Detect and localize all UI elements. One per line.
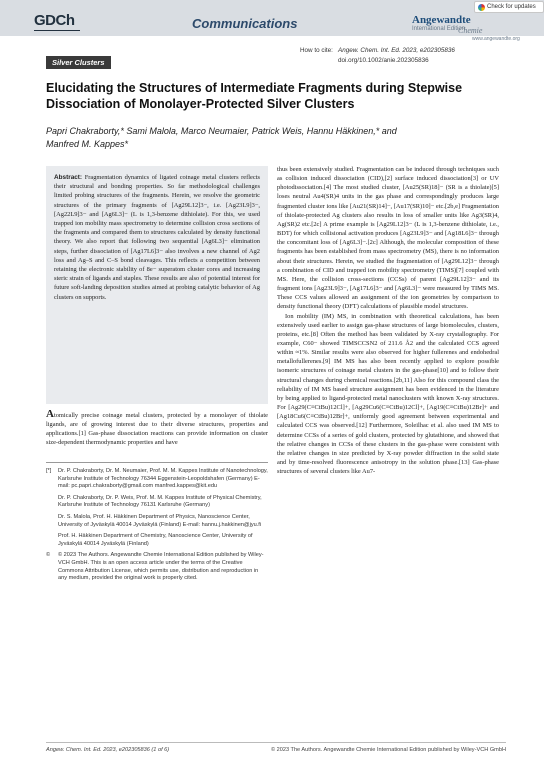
abstract-text: Fragmentation dynamics of ligated coinage metal clusters reflects their structural and bonding properties. So far methodological challenges limited probing structures of the fragments. Herein, we resolve the geometric structures of the primary fragments of [Ag29L12]3−, i.e. [Ag23L9]3−, [Ag22L9]3− and [Ag6L3]− (L is 1,3-benzene dithiolate). For this, we used trapped ion mobility mass spectrometry to determine collision cross sections of the fragments and compared them to structures calculated by density functional theory. We also report that following two sequential [Ag6L3]− elimination steps, further dissociation of [Ag17L6]3− also involves a new channel of Ag2 loss and Ag–S and C–S bond cleavages. This reflects a competition between retaining the electronic stability of 8e− superatom cluster cores and increasing steric strain of ligands and staples. These results are also of potential interest for future soft-landing deposition studies aimed at probing catalytic behavior of Ag clusters on supports.	[54, 174, 260, 301]
journal-name: Angewandte	[412, 14, 471, 26]
journal-url: www.angewandte.org	[472, 36, 520, 42]
section-label: Communications	[192, 16, 298, 31]
abstract-label: Abstract:	[54, 174, 83, 181]
body-paragraph: thus been extensively studied. Fragmentation can be induced through techniques such as collision induced dissociation (CID),[2] surface induced dissociation[3] or UV photodissociation.[4] The most studied cluster, [Au25(SR)18]− (SR is a thiolate)[5] loses neutral Au4(SR)4 units in the gas phase and correspondingly produces large fragmented cluster ions like [Au21(SR)14]−, [Au17(SR)10]− etc.[2b,e] Fragmentation of thiolate-protected Ag clusters also results in loss of smaller units like Ag3(SR)4, Ag(SR)2 etc.[2c] A prime example is [Ag29L12]3− (L is 1,3-benzene dithiolate, i.e., BDT) for which collisional activation produces [Ag23L9]3− and [Ag18L6]3− through the concomitant loss of [Ag6L3]−.[2c] Although, the molecular composition of these fragments has been established from mass spectrometry (MS), there is no information about their structures. Herein, we studied the fragmentation of [Ag29L12]3− through a combination of CID and trapped ion mobility spectrometry (TIMS)[7] coupled with MS. Here, the collision cross-sections (CCSs) of parent [Ag29L12]3− and its fragment ions [Ag23L9]3−, [Ag17L6]3− and [Ag6L3]− were measured by TIMS MS. These CCS values allowed an assignment of the ion geometries by comparison to density functional theory (DFT) calculations of plausible model structures.	[277, 166, 499, 311]
open-access-icon: ©	[46, 552, 51, 559]
body-paragraph: Ion mobility (IM) MS, in combination with theoretical calculations, has been extensively used earlier to assign gas-phase structures of large biomolecules, clusters, proteins, etc.[8] Often the method has been validated by X-ray crystallography. For example, C60− showed TIMSCCSN2 of 211.6 Å2 and the calculated CCS agreed within ≈1%. Similar results were also observed for higher fullerenes and endohedral metallofullerenes.[9] IM MS has also been recently applied to explore possible isomeric structures of coinage metal clusters in the gas-phase[10] and to follow their structural changes during chemical reactions.[2b,11] Also for this compound class the reliability of IM MS based structure assignment has been evidenced in the literature by being applied to ligand-protected metal nanoclusters with known X-ray structures. For [Ag29(C≡CtBu)12Cl]+, [Ag29Cu6(C≡CtBu)12Cl]+, [Ag19(C≡CtBu)12Br]+ and [Ag18Cu6(C≡CtBu)12Br]+, uniformly good agreement between experimental and calculated CCS was observed.[12] Furthermore, Soleilhac et al. also used IM MS to determine CCSs of a series of gold clusters, protected by glutathione, and showed that the relative changes in CCSs of these clusters in the gas-phase were consistent with the relative changes in size predicted by X-ray powder diffraction in the solid state and by time-resolved fluorescence anisotropy in the solution phase.[13] Gas-phase structures of several clusters like Au7-	[277, 312, 499, 476]
publisher-logo: GDCh	[34, 12, 75, 29]
abstract-box	[46, 166, 268, 404]
footer-citation: Angew. Chem. Int. Ed. 2023, e202305836 (1 of 6)	[46, 747, 170, 753]
authors-line-1: Papri Chakraborty,* Sami Malola, Marco Neumaier, Patrick Weis, Hannu Häkkinen,* and	[46, 126, 397, 136]
citation-doi-link[interactable]: doi.org/10.1002/anie.202305836	[338, 57, 429, 64]
right-column	[277, 165, 499, 476]
check-for-updates-label: Check for updates	[487, 4, 536, 10]
intro-text: tomically precise coinage metal clusters, protected by a monolayer of thiolate ligands, are of growing interest due to their diverse structures, properties and applications.[1] Gas-phase dissociation reactions can provide information on cluster size-dependent thermodynamic properties and have	[46, 412, 268, 447]
journal-logo[interactable]	[412, 14, 522, 44]
page-footer	[46, 742, 506, 753]
affiliation-item: Dr. S. Malola, Prof. H. Häkkinen Department of Physics, Nanoscience Center, University of Jyväskylä 40014 Jyväskylä (Finland) E-mail: hannu.j.hakkinen@jyu.fi	[58, 513, 262, 528]
affiliation-item: Prof. H. Häkkinen Department of Chemistry, Nanoscience Center, University of Jyväskylä 40014 Jyväskylä (Finland)	[58, 533, 253, 547]
open-access-note: © © 2023 The Authors. Angewandte Chemie International Edition published by Wiley-VCH GmbH. This is an open access article under the terms of the Creative Commons Attribution License, which permits use, distribution and reproduction in any medium, provided the original work is properly cited.	[46, 552, 264, 582]
journal-subtitle: International Edition	[412, 26, 466, 32]
footer-copyright: © 2023 The Authors. Angewandte Chemie International Edition published by Wiley-VCH GmbH	[270, 747, 506, 753]
intro-column	[46, 410, 268, 448]
author-list	[46, 125, 426, 151]
authors-line-2: Manfred M. Kappes*	[46, 139, 129, 149]
citation-journal-ref: Angew. Chem. Int. Ed. 2023, e202305836	[338, 47, 455, 54]
article-title: Elucidating the Structures of Intermediate Fragments during Stepwise Dissociation of Monolayer-Protected Silver Clusters	[46, 81, 463, 111]
citation-block	[300, 46, 536, 66]
publisher-logo-underline	[34, 30, 80, 31]
journal-chemie: Chemie	[458, 26, 483, 35]
how-to-cite-label: How to cite:	[300, 47, 333, 54]
topic-tag: Silver Clusters	[46, 56, 111, 69]
affiliation-item: [*] Dr. P. Chakraborty, Dr. M. Neumaier, Prof. M. M. Kappes Institute of Nanotechnology, Karlsruhe Institute of Technology 76344 Eggenstein-Leopoldshafen (Germany) E-mail: pc.papri.chakraborty@gmail.com manfred.kappes@kit.edu	[46, 468, 268, 490]
affiliations	[46, 462, 268, 587]
affiliation-item: Dr. P. Chakraborty, Dr. P. Weis, Prof. M. M. Kappes Institute of Physical Chemistry, Karlsruhe Institute of Technology 76131 Karlsruhe (Germany)	[58, 494, 262, 509]
check-for-updates-button[interactable]	[474, 1, 544, 13]
update-icon	[478, 4, 485, 11]
dropcap-letter: A	[46, 408, 54, 420]
